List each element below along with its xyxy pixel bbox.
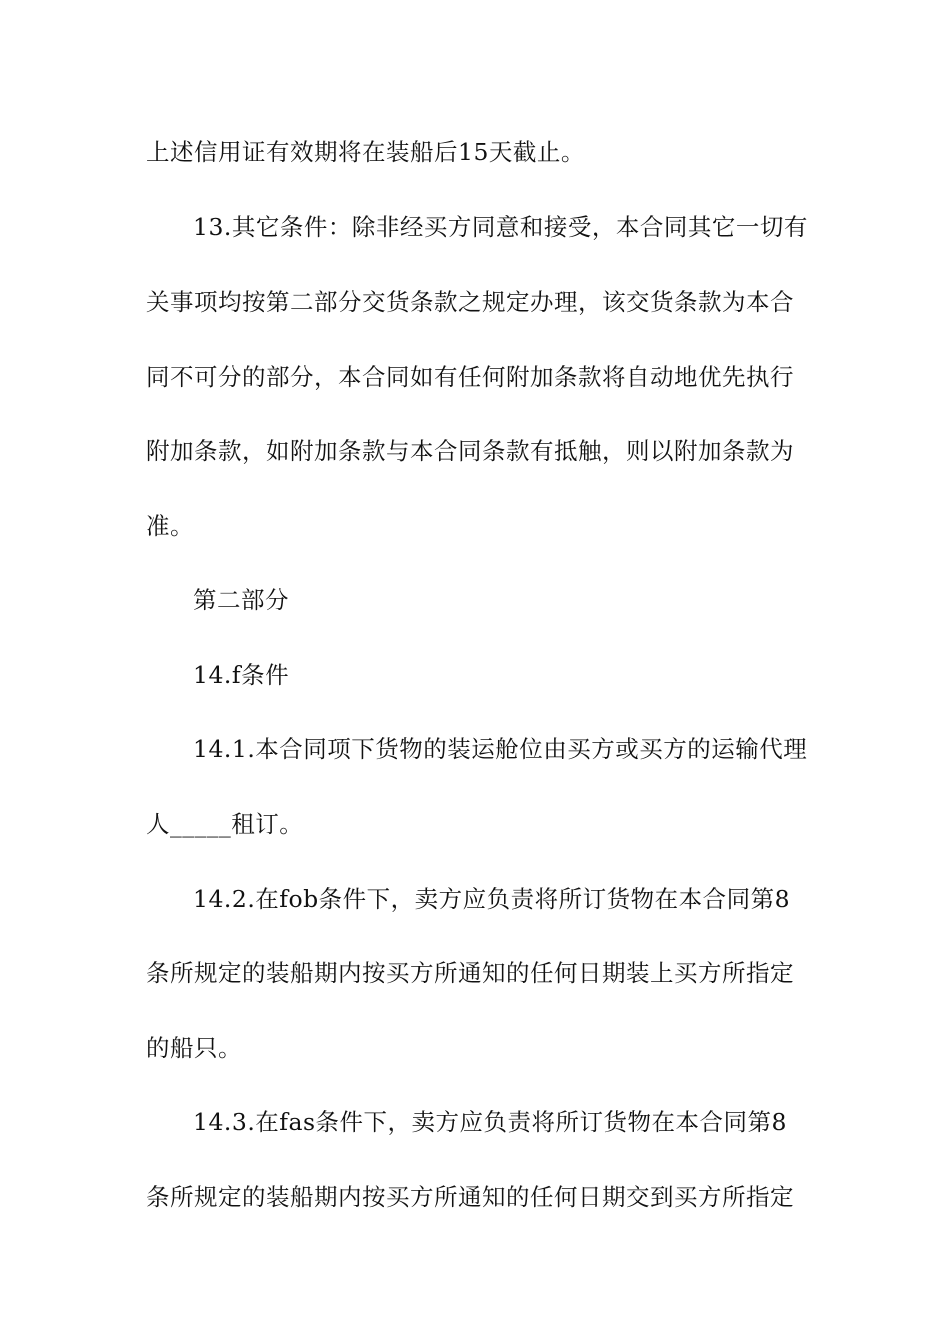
text-line-15: 条所规定的装船期内按买方所通知的任何日期交到买方所指定: [146, 1183, 794, 1211]
text-line-12: 条所规定的装船期内按买方所通知的任何日期装上买方所指定: [146, 959, 794, 987]
text-line-1: 上述信用证有效期将在装船后15天截止。: [146, 138, 585, 166]
text-line-9: 14.1.本合同项下货物的装运舱位由买方或买方的运输代理: [193, 735, 808, 763]
clause-heading: 14.f条件: [193, 661, 290, 689]
text-line-11: 14.2.在fob条件下，卖方应负责将所订货物在本合同第8: [193, 885, 791, 913]
text-line-4: 同不可分的部分，本合同如有任何附加条款将自动地优先执行: [146, 363, 794, 391]
text-line-2: 13.其它条件：除非经买方同意和接受，本合同其它一切有: [193, 213, 808, 241]
text-line-6: 准。: [146, 512, 194, 540]
text-line-5: 附加条款，如附加条款与本合同条款有抵触，则以附加条款为: [146, 437, 794, 465]
text-line-3: 关事项均按第二部分交货条款之规定办理，该交货条款为本合: [146, 288, 794, 316]
text-line-14: 14.3.在fas条件下，卖方应负责将所订货物在本合同第8: [193, 1108, 788, 1136]
section-heading: 第二部分: [193, 586, 289, 614]
text-line-13: 的船只。: [146, 1034, 242, 1062]
text-line-10: 人_____租订。: [146, 810, 304, 838]
